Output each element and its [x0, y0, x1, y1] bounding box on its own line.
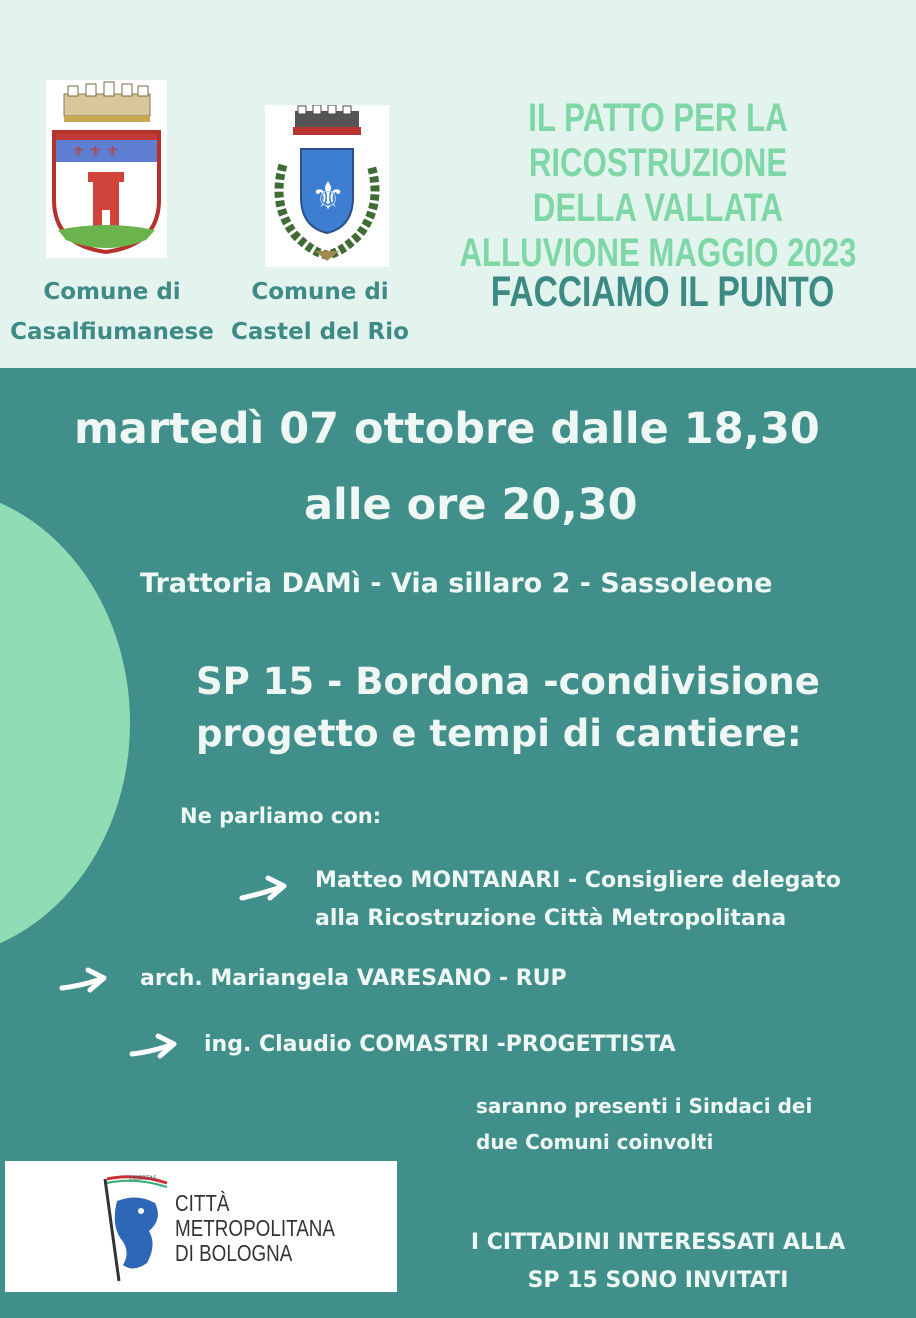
- arrow-icon: [238, 870, 292, 906]
- decorative-circle: [0, 488, 130, 958]
- comune-castel-del-rio: [224, 272, 416, 352]
- comune-casalfiumanese-line1: Comune di: [43, 279, 181, 305]
- header-section: [0, 0, 916, 368]
- casalfiumanese-crest: [46, 80, 167, 258]
- speaker3: ing. Claudio COMASTRI -PROGETTISTA: [204, 1032, 676, 1057]
- logo-small-text: LIBERTAS: [129, 1175, 157, 1182]
- intro: Ne parliamo con:: [180, 804, 382, 828]
- mayors-line1: saranno presenti i Sindaci dei: [476, 1094, 813, 1118]
- location: Trattoria DAMì - Via sillaro 2 - Sassoleone: [140, 568, 773, 599]
- topic-line1: SP 15 - Bordona -condivisione: [196, 660, 820, 703]
- date-line1: martedì 07 ottobre dalle 18,30: [74, 404, 820, 454]
- speaker2: arch. Mariangela VARESANO - RUP: [140, 966, 567, 991]
- speaker1-line2: alla Ricostruzione Città Metropolitana: [315, 906, 787, 931]
- event-title-line1: IL PATTO PER LA RICOSTRUZIONE: [528, 96, 788, 185]
- logo-line2: METROPOLITANA: [175, 1215, 335, 1241]
- arrow-icon: [58, 962, 112, 998]
- comune-castel-del-rio-line2: Castel del Rio: [231, 319, 409, 345]
- invite-line2: SP 15 SONO INVITATI: [527, 1268, 789, 1293]
- citta-metropolitana-logo: [5, 1161, 397, 1292]
- lion-flag-icon: [97, 1173, 177, 1285]
- arrow-icon: [128, 1028, 182, 1064]
- invite-line1: I CITTADINI INTERESSATI ALLA: [470, 1230, 846, 1255]
- comune-casalfiumanese-line2: Casalfiumanese: [10, 319, 214, 345]
- logo-line3: DI BOLOGNA: [175, 1240, 293, 1266]
- castel-del-rio-crest: [265, 105, 389, 267]
- svg-text:⚜: ⚜: [311, 174, 346, 218]
- mayors-line2: due Comuni coinvolti: [476, 1130, 714, 1154]
- event-title: [457, 96, 859, 276]
- comune-casalfiumanese: [0, 272, 224, 352]
- castel-del-rio-crest-icon: [265, 105, 389, 267]
- logo-text: [175, 1191, 335, 1266]
- comune-castel-del-rio-line1: Comune di: [251, 279, 389, 305]
- speaker1-line1: Matteo MONTANARI - Consigliere delegato: [315, 868, 841, 893]
- event-title-line2: DELLA VALLATA: [532, 186, 784, 230]
- event-title-line3: ALLUVIONE MAGGIO 2023: [459, 231, 857, 275]
- event-subtitle: FACCIAMO IL PUNTO: [490, 268, 835, 316]
- logo-line1: CITTÀ: [175, 1190, 230, 1216]
- svg-text:⚜ ⚜ ⚜: ⚜ ⚜ ⚜: [72, 144, 119, 160]
- date-line2: alle ore 20,30: [304, 480, 638, 530]
- topic-line2: progetto e tempi di cantiere:: [196, 712, 802, 755]
- casalfiumanese-crest-icon: [46, 80, 167, 258]
